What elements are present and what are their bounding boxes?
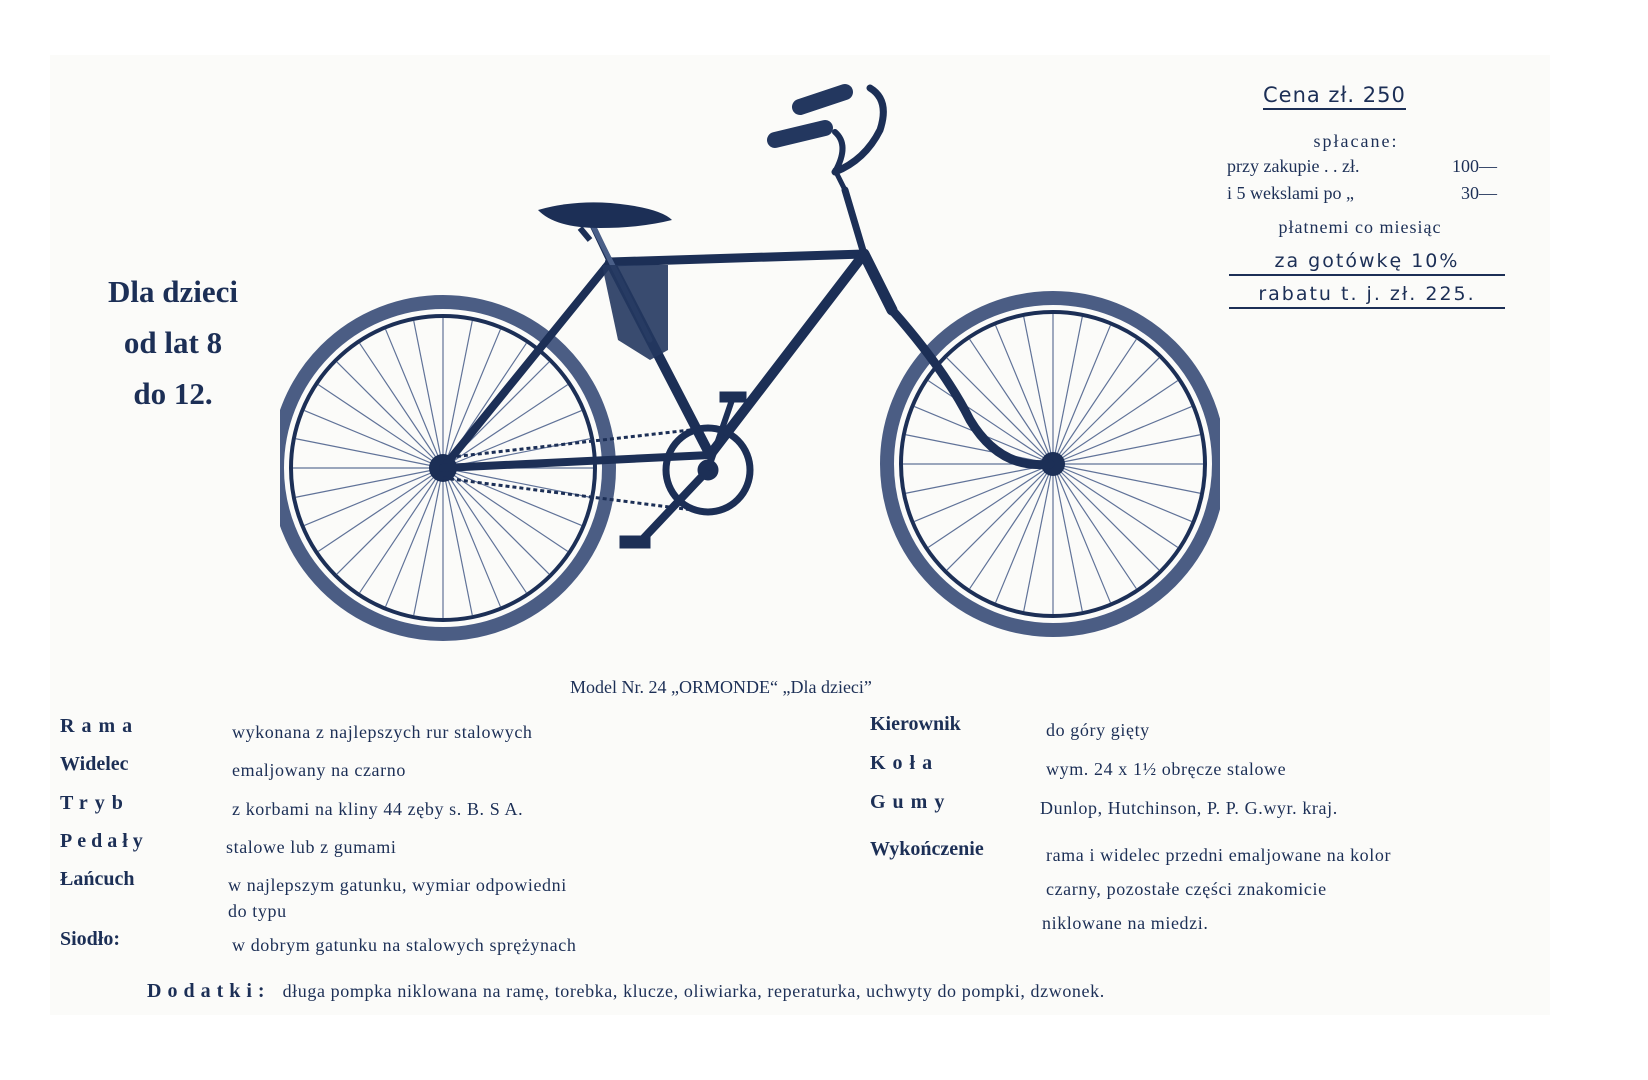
headline-line3: do 12. <box>133 376 213 411</box>
model-caption: Model Nr. 24 „ORMONDE“ „Dla dzieci” <box>570 677 872 697</box>
installments-value: 30— <box>1461 183 1497 203</box>
extras-line <box>147 980 1105 1003</box>
saddle <box>538 202 672 240</box>
wheel-spoke <box>1053 464 1159 570</box>
wheel-spoke <box>337 362 443 468</box>
cash-price-line: rabatu t. j. zł. 225. <box>1229 283 1505 309</box>
installment-label: spłacane: <box>1313 131 1399 151</box>
spec-pedals-label: Pedały <box>60 830 148 852</box>
spec-handlebar-label: Kierownik <box>870 713 961 735</box>
spec-frame-value: wykonana z najlepszych rur stalowych <box>232 722 533 742</box>
headline <box>58 266 288 419</box>
spec-tires-label: Gumy <box>870 791 952 813</box>
tool-bag <box>602 265 668 360</box>
down-payment-value: 100— <box>1452 156 1497 176</box>
spec-tires-value: Dunlop, Hutchinson, P. P. G.wyr. kraj. <box>1040 798 1338 818</box>
spec-drive-value: z korbami na kliny 44 zęby s. B. S A. <box>232 799 524 819</box>
headline-line1: Dla dzieci <box>108 274 238 309</box>
spec-wheels-label: Koła <box>870 752 940 774</box>
spec-finish-label: Wykończenie <box>870 838 984 860</box>
spec-saddle-value: w dobrym gatunku na stalowych sprężynach <box>232 935 577 955</box>
spec-drive-label: Tryb <box>60 792 130 814</box>
handlebar <box>775 88 883 172</box>
spec-finish-value-cont2: niklowane na miedzi. <box>1042 913 1209 933</box>
spec-frame-label: Rama <box>60 715 140 737</box>
wheel-spoke <box>947 464 1053 570</box>
headline-line2: od lat 8 <box>123 325 223 360</box>
extras-label: Dodatki: <box>147 980 271 1002</box>
down-payment-label: przy zakupie . . zł. <box>1227 156 1360 176</box>
wheel-spoke <box>1053 358 1159 464</box>
spec-saddle-label: Siodło: <box>60 928 121 950</box>
spec-wheels-value: wym. 24 x 1½ obręcze stalowe <box>1046 759 1287 779</box>
cash-discount-line: za gotówkę 10% <box>1229 250 1505 276</box>
wheel-spoke <box>443 468 549 574</box>
spec-pedals-value: stalowe lub z gumami <box>226 837 397 857</box>
spec-chain-label: Łańcuch <box>60 868 135 890</box>
price-title: Cena zł. 250 <box>1263 83 1406 110</box>
spec-chain-value-cont: do typu <box>228 901 287 921</box>
installments-label: i 5 wekslami po „ <box>1227 183 1354 203</box>
spec-finish-value: rama i widelec przedni emaljowane na kolor <box>1046 845 1392 865</box>
extras-value: długa pompka niklowana na ramę, torebka, klucze, oliwiarka, reperaturka, uchwyty do pompki, dzwonek. <box>282 981 1105 1001</box>
spec-chain-value: w najlepszym gatunku, wymiar odpowiedni <box>228 875 567 895</box>
wheel-spoke <box>337 468 443 574</box>
spec-fork-value: emaljowany na czarno <box>232 760 406 780</box>
spec-finish-value-cont: czarny, pozostałe części znakomicie <box>1046 879 1327 899</box>
bicycle-illustration <box>280 70 1220 670</box>
spec-fork-label: Widelec <box>60 753 129 775</box>
monthly-note: płatnemi co miesiąc <box>1278 217 1442 237</box>
spec-handlebar-value: do góry gięty <box>1046 720 1150 740</box>
